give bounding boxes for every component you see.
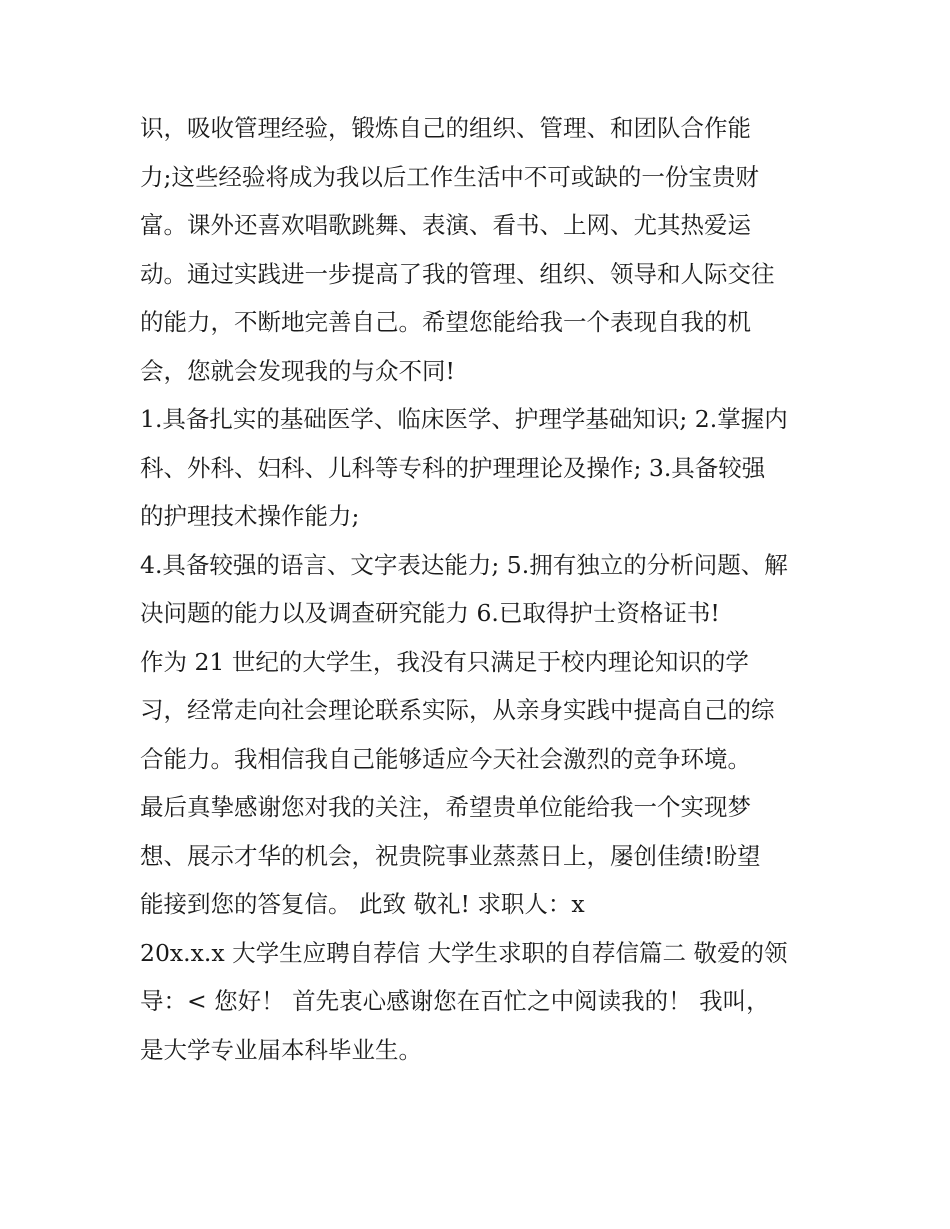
text-line: 识，吸收管理经验，锻炼自己的组织、管理、和团队合作能 <box>140 114 751 142</box>
text-line: 的能力，不断地完善自己。希望您能给我一个表现自我的机 <box>140 308 751 336</box>
text-line: 4.具备较强的语言、文字表达能力; 5.拥有独立的分析问题、解 <box>140 550 788 579</box>
document-body <box>140 104 830 1074</box>
text-line: 习，经常走向社会理论联系实际，从亲身实践中提高自己的综 <box>140 696 775 724</box>
text-line: 富。课外还喜欢唱歌跳舞、表演、看书、上网、尤其热爱运 <box>140 211 751 239</box>
text-line: 最后真挚感谢您对我的关注，希望贵单位能给我一个实现梦 <box>140 793 751 821</box>
text-line: 会，您就会发现我的与众不同! <box>140 356 455 385</box>
text-line: 合能力。我相信我自己能够适应今天社会激烈的竞争环境。 <box>140 744 751 773</box>
text-line: 动。通过实践进一步提高了我的管理、组织、领导和人际交往 <box>140 259 775 288</box>
text-line: 的护理技术操作能力; <box>140 502 360 530</box>
text-line: 20x.x.x 大学生应聘自荐信 大学生求职的自荐信篇二 敬爱的领 <box>140 938 788 967</box>
text-line: 1.具备扎实的基础医学、临床医学、护理学基础知识; 2.掌握内 <box>140 405 788 433</box>
text-line: 想、展示才华的机会，祝贵院事业蒸蒸日上，屡创佳绩!盼望 <box>140 841 761 870</box>
text-line: 导：< 您好！ 首先衷心感谢您在百忙之中阅读我的！ 我叫， <box>140 987 770 1015</box>
text-line: 能接到您的答复信。 此致 敬礼! 求职人：x <box>140 890 585 918</box>
text-line: 决问题的能力以及调查研究能力 6.已取得护士资格证书! <box>140 599 720 627</box>
text-line: 科、外科、妇科、儿科等专科的护理理论及操作; 3.具备较强 <box>140 453 766 482</box>
text-line: 作为 21 世纪的大学生，我没有只满足于校内理论知识的学 <box>140 647 749 676</box>
text-line: 是大学专业届本科毕业生。 <box>140 1035 422 1064</box>
text-line: 力;这些经验将成为我以后工作生活中不可或缺的一份宝贵财 <box>140 162 759 191</box>
